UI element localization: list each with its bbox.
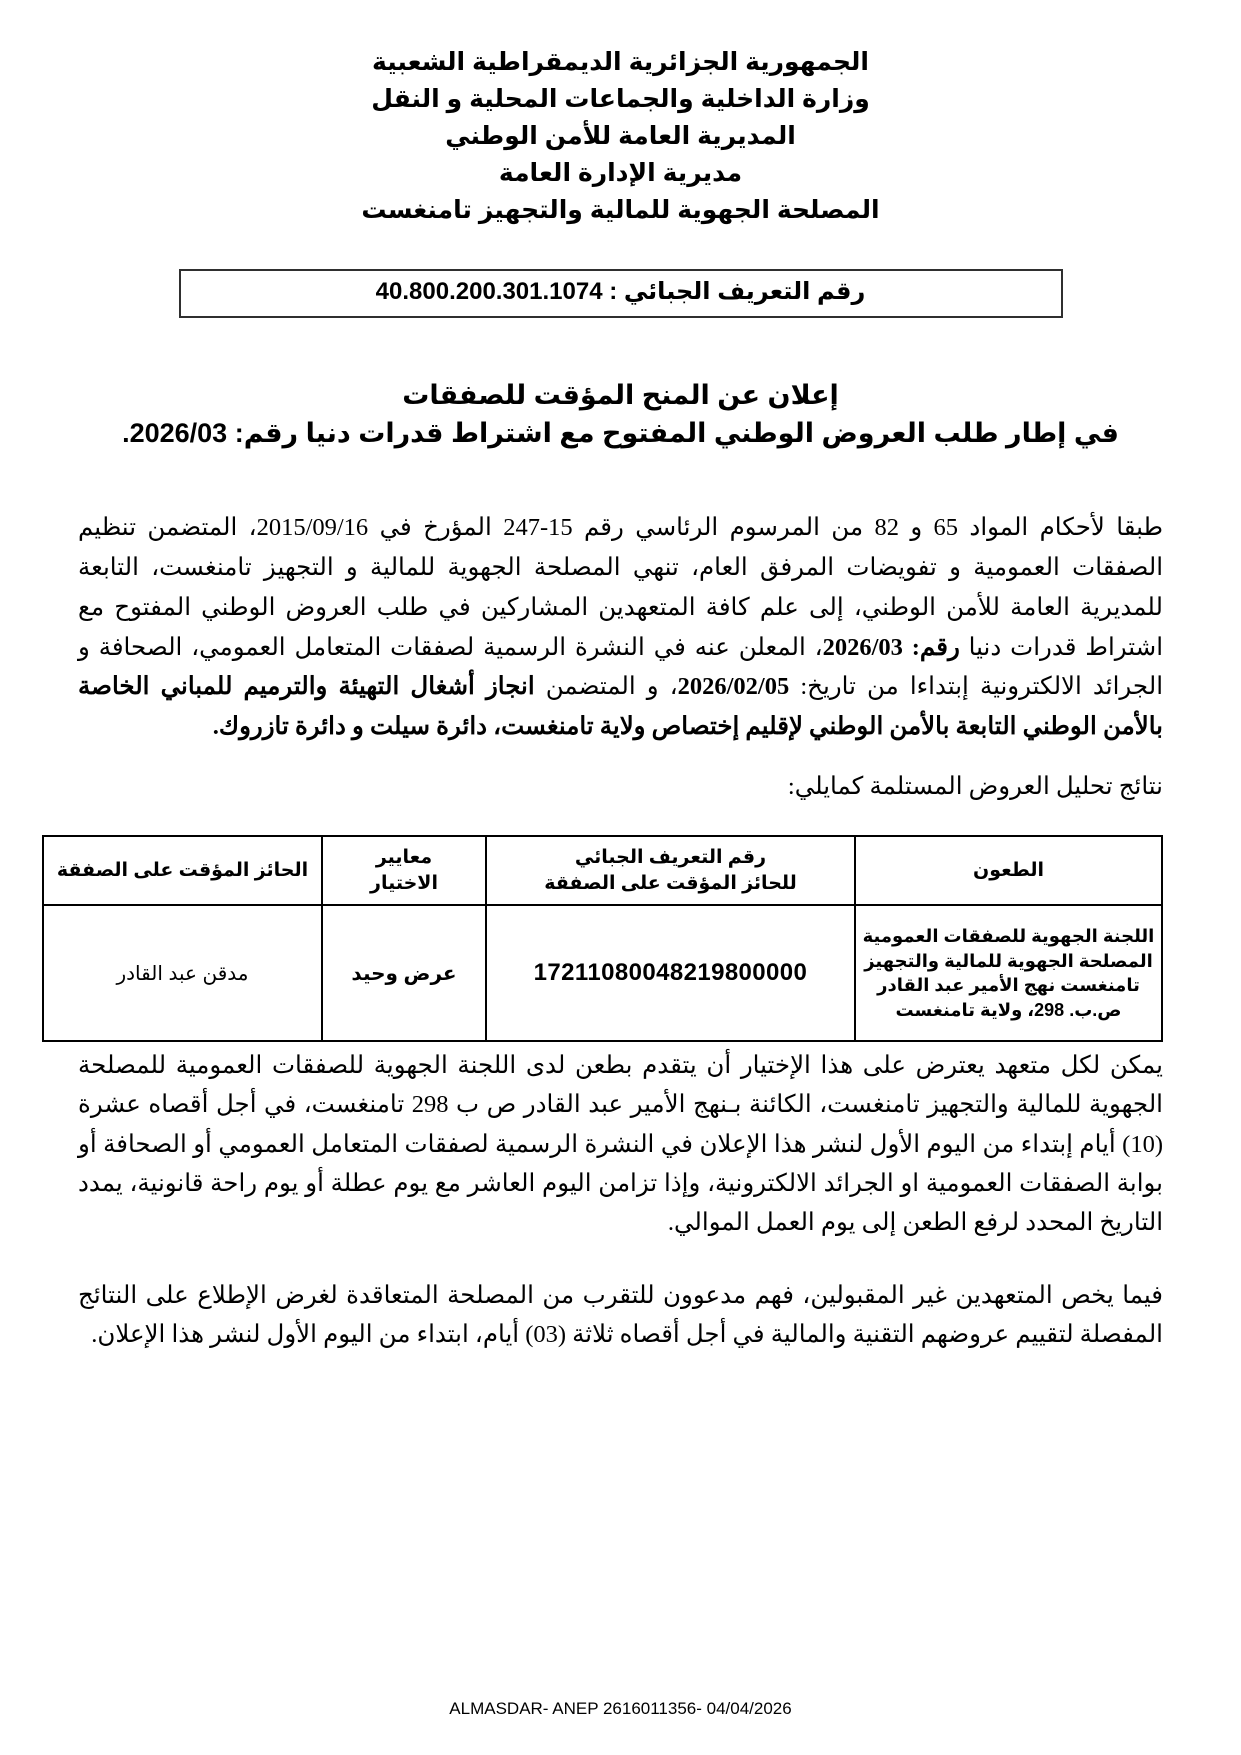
letterhead-line-1: الجمهورية الجزائرية الديمقراطية الشعبية — [372, 48, 869, 76]
lower-paragraphs — [78, 1046, 1163, 1354]
results-table-body — [43, 905, 1162, 1041]
table-row — [43, 905, 1162, 1041]
table-header-nif-line-1: رقم التعريف الجبائي — [574, 847, 767, 869]
letterhead-line-5: المصلحة الجهوية للمالية والتجهيز تامنغست — [361, 196, 880, 224]
table-header-winner: الحائز المؤقت على الصفقة — [43, 836, 322, 905]
tax-id-box-wrapper — [78, 269, 1163, 318]
table-header-nif-line-2: للحائز المؤقت على الصفقة — [544, 872, 797, 894]
table-header-nif — [486, 836, 855, 905]
table-header-criteria-line-2: الاختيار — [370, 872, 438, 894]
results-intro-line: نتائج تحليل العروض المستلمة كمايلي: — [787, 772, 1163, 800]
letterhead-line-2: وزارة الداخلية والجماعات المحلية و النقل — [371, 85, 870, 113]
letterhead-line-4: مديرية الإدارة العامة — [498, 159, 743, 187]
rejected-bidders-paragraph: فيما يخص المتعهدين غير المقبولين، فهم مدعوون للتقرب من المصلحة المتعاقدة لغرض الإطلاع على النتائج المفصلة لتقييم عروضهم التقنية والمالية في أجل أقصاه ثلاثة (03) أيام، ابتداء من اليوم الأول لنشر هذا الإعلان. — [78, 1282, 1163, 1349]
letterhead-line-3: المديرية العامة للأمن الوطني — [445, 122, 796, 150]
results-table — [42, 835, 1163, 1042]
announcement-titles — [78, 376, 1163, 453]
table-cell-winner: مدقن عبد القادر — [43, 905, 322, 1041]
document-footer: ALMASDAR- ANEP 2616011356- 04/04/2026 — [449, 1699, 792, 1718]
body-part-1: طبقا لأحكام المواد 65 و 82 من المرسوم الرئاسي رقم 15-247 المؤرخ في 2015/09/16، المتضمن تنظيم الصفقات العمومية و تفويضات المرفق العام، تنهي المصلحة الجهوية للمالية و التجهيز تامنغست، التابعة للمديرية العامة للأمن الوطني، إلى علم كافة المتعهدين المشاركين في طلب العروض الوطني المفتوح مع اشتراط قدرات دنيا — [78, 514, 1163, 661]
appeal-procedure-paragraph: يمكن لكل متعهد يعترض على هذا الإختيار أن يتقدم بطعن لدى اللجنة الجهوية للصفقات العمومية للمصلحة الجهوية للمالية والتجهيز تامنغست، الكائنة بـنهج الأمير عبد القادر ص ب 298 تامنغست، في أجل أقصاه عشرة (10) أيام إبتداء من اليوم الأول لنشر هذا الإعلان في النشرة الرسمية لصفقات المتعامل العمومي أو الصحافة أو بوابة الصفقات العمومية او الجرائد الالكترونية، وإذا تزامن اليوم العاشر مع يوم عطلة أو يوم راحة قانونية، يمدد التاريخ المحدد لرفع الطعن إلى يوم العمل الموالي. — [78, 1052, 1163, 1236]
tax-id-box: رقم التعريف الجبائي : 40.800.200.301.1074 — [179, 269, 1063, 318]
table-header-row — [43, 836, 1162, 905]
table-header-appeals: الطعون — [855, 836, 1162, 905]
body-paragraph-text — [78, 508, 1163, 746]
body-bold-project-scope: انجاز أشغال التهيئة والترميم للمباني الخاصة بالأمن الوطني التابعة بالأمن الوطني لإقليم إختصاص ولاية تامنغست، دائرة سيلت و دائرة تازروك. — [78, 673, 1163, 740]
page-subtitle: في إطار طلب العروض الوطني المفتوح مع اشتراط قدرات دنيا رقم: 2026/03. — [122, 418, 1119, 449]
body-bold-tender-number: رقم: 2026/03 — [822, 633, 960, 661]
letterhead — [78, 44, 1163, 229]
body-paragraph — [78, 508, 1163, 746]
body-part-3: ، و المتضمن — [534, 673, 678, 701]
table-cell-appeals: اللجنة الجهوية للصفقات العمومية المصلحة الجهوية للمالية والتجهيز تامنغست نهج الأمير عبد القادر ص.ب. 298، ولاية تامنغست — [855, 905, 1162, 1041]
body-part-2: ، المعلن عنه في النشرة الرسمية لصفقات المتعامل العمومي، الصحافة و الجرائد الالكترونية إبتداءا من تاريخ: — [78, 633, 1164, 701]
table-header-criteria — [322, 836, 486, 905]
table-cell-criteria: عرض وحيد — [322, 905, 486, 1041]
page-title: إعلان عن المنح المؤقت للصفقات — [402, 379, 839, 410]
table-header-criteria-line-1: معايير — [375, 847, 433, 869]
table-cell-nif: 17211080048219800000 — [486, 905, 855, 1041]
body-bold-publication-date: 2026/02/05 — [677, 673, 790, 701]
results-table-head — [43, 836, 1162, 905]
